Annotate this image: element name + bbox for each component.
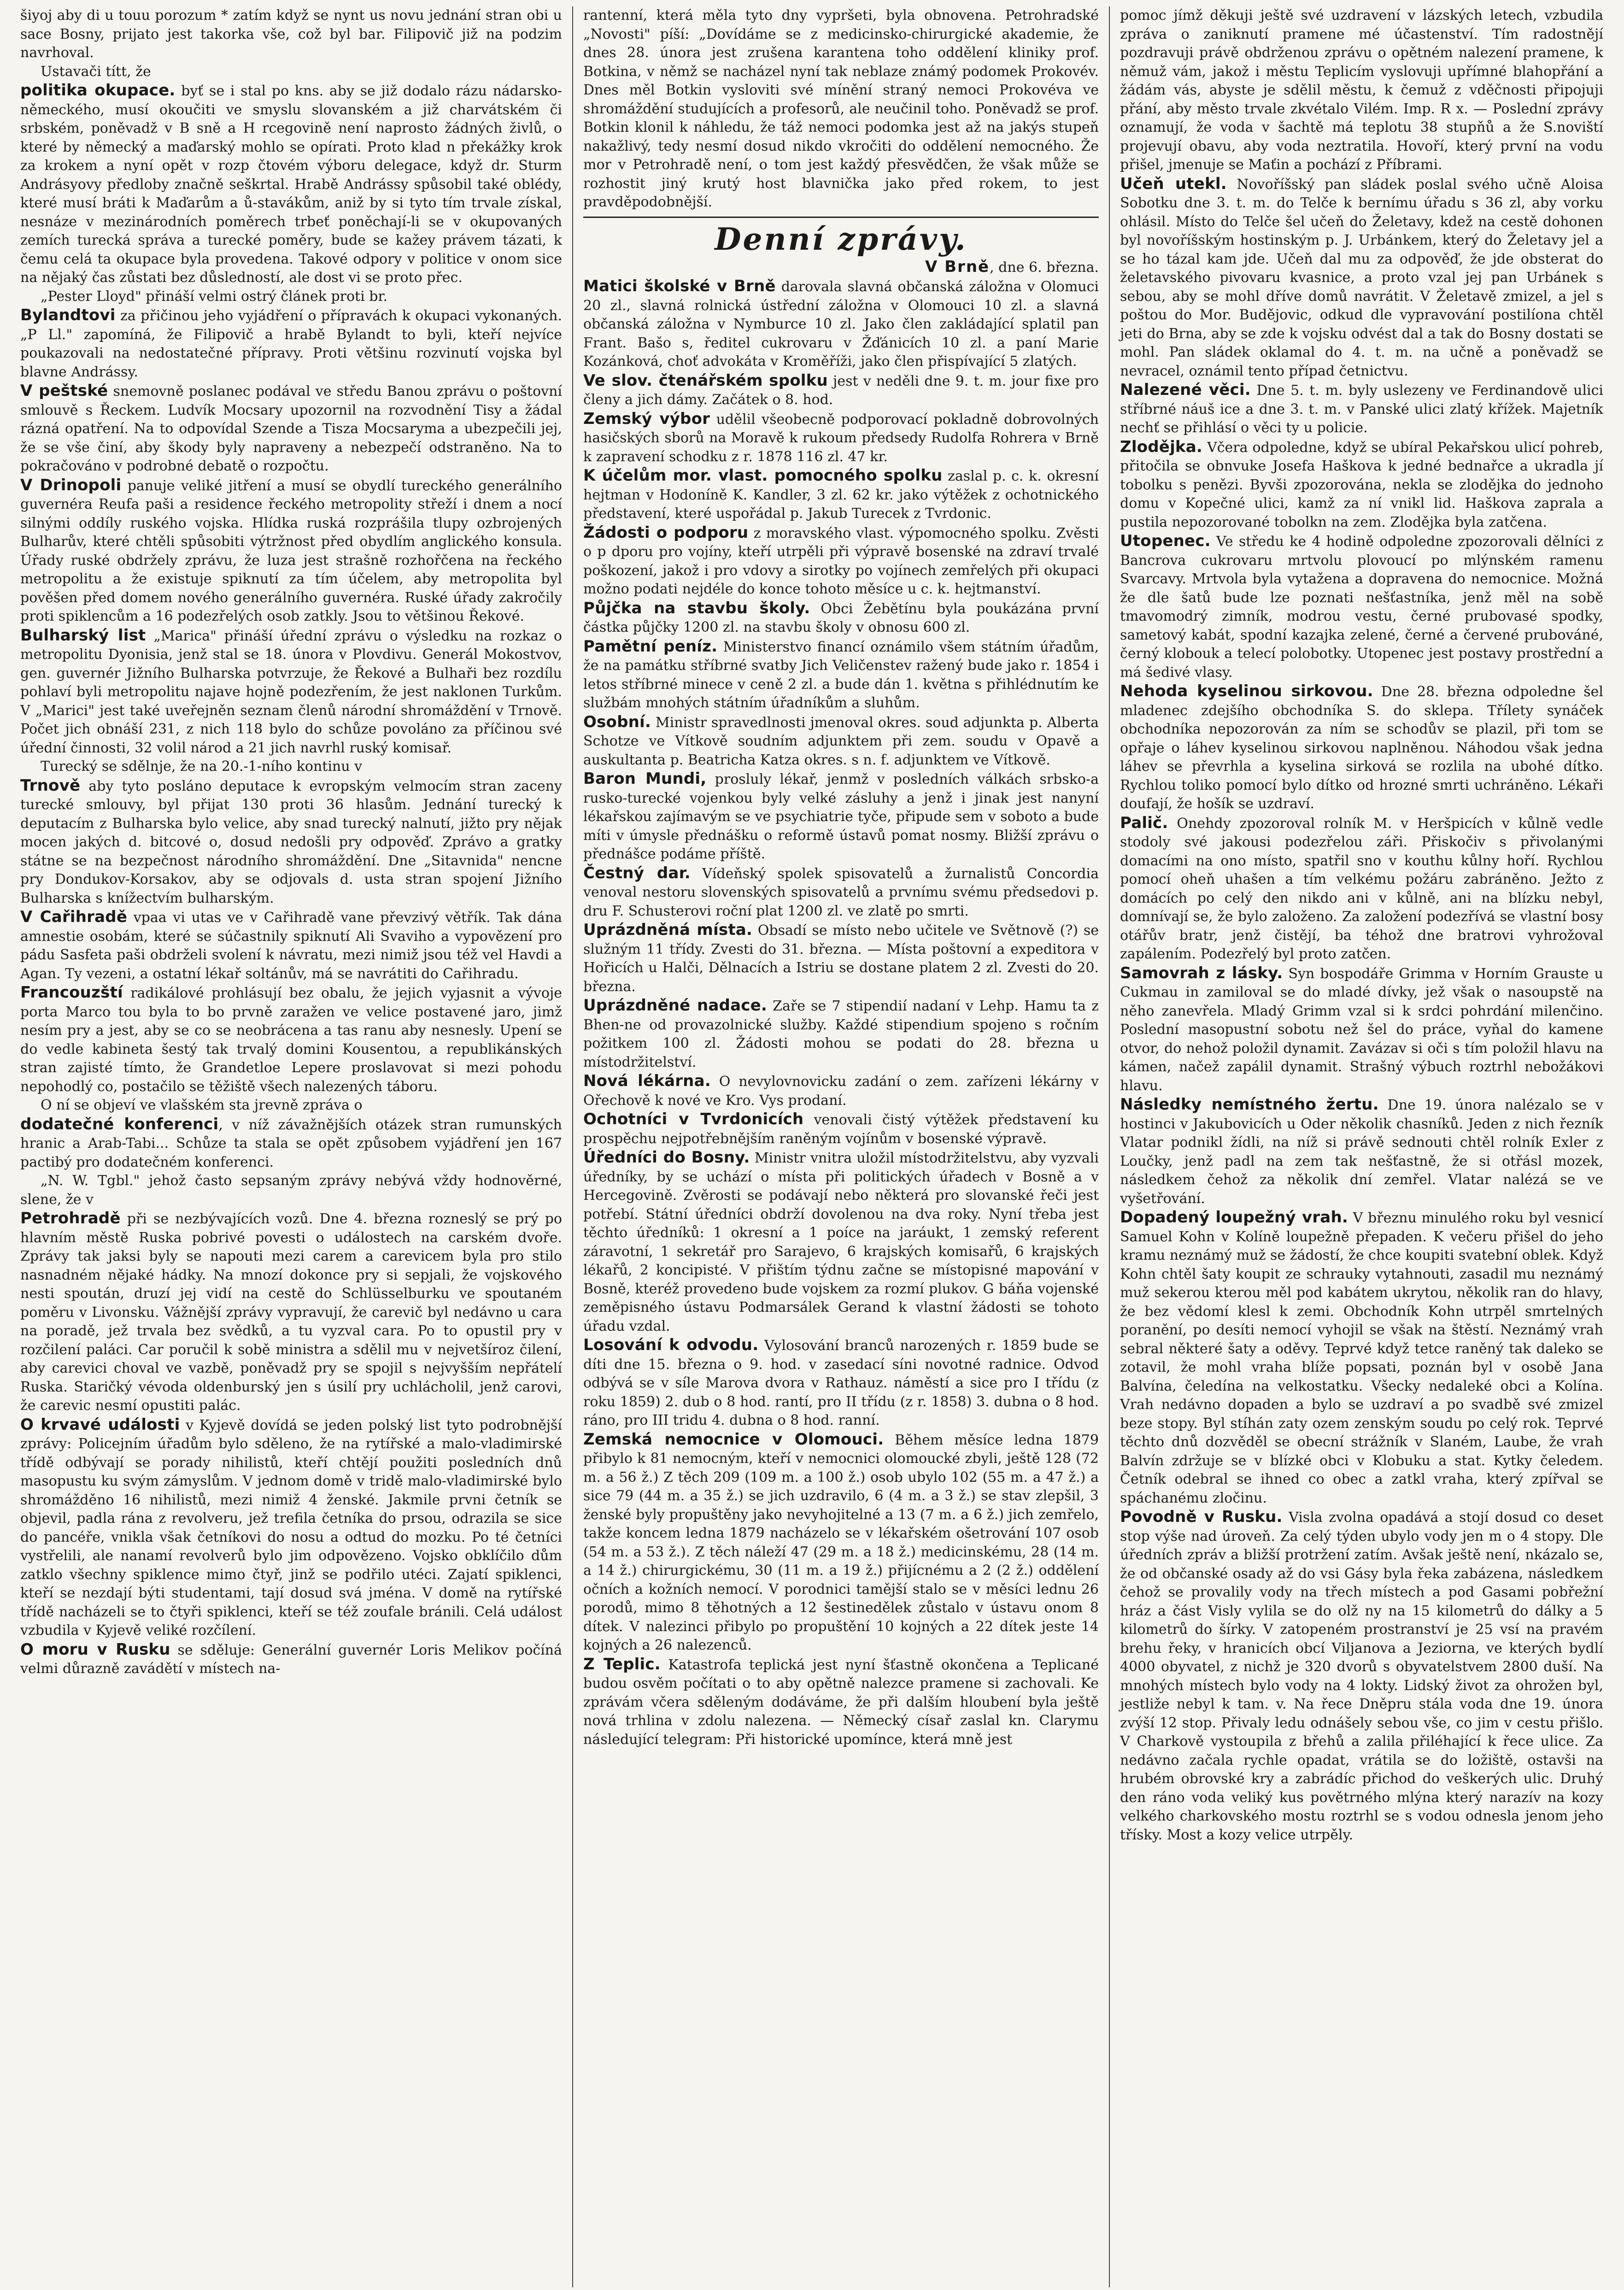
article-heading: Ochotníci v Tvrdonicích [583, 1110, 804, 1128]
article-text: byť se i stal po kns. aby se již dodalo rázu nádarsko-německého, musí okoučiti ve smyslu slovanském a již charvátském či srbském, poněvadž v B sně a H rcegovině není naprosto žádných živlů, o které by německý a maďarský mohlo se opírati. Proto klad n překážky krok za krokem a nyní opět v rozp čtovém výboru delegace, když dr. Sturm Andrásyovy předloby značně seškrtal. Hrabě Andrássy spůsobil také oblédy, které musí bráti k Maďarům a ů-stavákům, aniž by si tyto tím trvale získal, nesnáze v mezinárodních poměrech trbeť poněchají-li se v okupovaných zemích turecká správa a turecké poměry, bude se kažey právem tázati, k čemu celá ta okupace byla provedena. Takové odpory v politice v onom sice na nějaký čas zůstati bez důsledností, ale dost vi se proto přec. [20, 83, 562, 286]
article-text: Zaře se 7 stipendií nadaní v Lehp. Hamu ta z Bhen-ne od provazolnické služby. Každé stipendium spojeno s ročním požitkem 100 zl. Žádosti mohou se podati do 28. března u místodržitelství. [583, 998, 1099, 1070]
article-heading: dodatečné konferenci [20, 1115, 219, 1133]
article [20, 1096, 562, 1115]
article-text: „Pester Lloyd" přináší velmi ostrý článek proti br. [41, 288, 388, 305]
article-heading: Dopadený loupežný vrah. [1120, 1208, 1348, 1227]
article-heading: Bulharský list [20, 626, 146, 645]
article-heading: O moru v Rusku [20, 1640, 170, 1659]
article-heading: Učeň utekl. [1120, 174, 1227, 193]
article-heading: Následky nemístného žertu. [1120, 1095, 1379, 1114]
article-heading: Losování k odvodu. [583, 1336, 759, 1354]
article-heading: Uprázdněná místa. [583, 921, 753, 939]
article-heading: Bylandtovi [20, 306, 116, 324]
article-text: panuje veliké jitření a musí se obydlí tureckého generálního guvernéra Reufa paši a residence řeckého metropolity střeží i dnem a nocí silnými oddíly ruského vojska. Hlídka ruská rozprášila tlupy ozbrojených Bulharův, které chtěli spůsobiti výtržnost před obydlím anglického konsula. Úřady ruské obdržely zprávu, že luza jest strašně rozhořčena na řeckého metropolitu a že existuje spiknutí za tím účelem, aby metropolita byl pověšen před domem nového generálního guvernéra. Ruské úřady zakročily proti spiklencům a 16 podezřelých osob zatkly. Jsou to většinou Řekové. [20, 477, 562, 624]
article-heading: Samovrah z lásky. [1120, 963, 1283, 982]
article-heading: Úředníci do Bosny. [583, 1148, 750, 1167]
article-text: Ministr vnitra uložil místodržitelstvu, aby vyzvali úředníky, by se uchází o místa při politických úřadech v Bosně a v Hercegovině. Zvěrosti se podávají nebo některá pro slovanské řeči jest potřebí. Státní úředníci obdrží dovolenou na dva roky. Nyní třeba jest těchto úředníků: 1 okresní a 1 poíce na jaráukt, 1 zemský referent záravotní, 1 sekretář pro Sarajevo, 6 krajských komisařů, 6 krajských lékařů, 2 koncipisté. V přištím týdnu začne se místopisné mapování v Bosně, kteréž provedeno bude vojskem za rozmí plukov. G báňa vojenské zeměpisného ústavu Podmarsálek Gerand k vlastní žádosti se tohoto úřadu vzdal. [583, 1150, 1099, 1334]
article-text: prosluly lékař, jenmž v posledních válkách srbsko-a rusko-turecké vojenkou byly velké zásluhy a jenž i jinak jest nanyní lékařskou zajímavým se ve psychiatrie tyče, připude sem v soboto a bude míti v úmysle přednášku o reformě ústavů pomat nosmy. Bližší zprávu o přednášce podáme příště. [583, 771, 1099, 862]
article-heading: Osobní. [583, 712, 651, 731]
article-text: aby tyto posláno deputace k evropským velmocím stran zaceny turecké smlouvy, byl přijat 130 proti 36 hlasům. Jednání turecký k deputacím z Bulharska bylo velice, aby snad turecký nalnutí, jižto pry nějak mocen jakých d. bitcové o, dosud nedošli pry odpověď. Zprávo a gratky státne se na bezpečnost národního shromáždění. Dne „Sitavnida" nencne pry Dondukov-Korsakov, aby se odjovals d. usta stran spojení Jižního Bulharska s knížectvím bulharským. [20, 778, 562, 906]
article-text: Ministr spravedlnosti jmenoval okres. soud adjunkta p. Alberta Schotze ve Vítkově soudním adjunktem při zem. soudu v Opavě a auskultanta p. Beatricha Katza okres. s n. f. adjunktem ve Vítkově. [583, 714, 1099, 768]
article-heading: Baron Mundi, [583, 769, 707, 788]
article-text: Ustavači títt, že [41, 63, 151, 80]
article-heading: Ve slov. čtenářském spolku [583, 371, 828, 390]
article-heading: Půjčka na stavbu školy. [583, 599, 810, 617]
article-text: „Marica" přináší úřední zprávu o výsledku na rozkaz o metropolitu Dyonisia, jenž stal se 18. února v Plovdivu. Generál Mokostvov, gen. guvernér Jižního Bulharska potvrzuje, že Řekové a Bulhaři bez rozdílu pohlaví byli metropolitu najave hojně podezřením, že jest naklonen Turkům. V „Marici" jest také uveřejněn seznam členů národní shromáždění v Trnově. Počet jich obnáší 231, z nich 118 bylo do schůze povoláno za příčinou své úřední činnosti, 32 volil národ a 21 jich navrhl ruský komisař. [20, 628, 562, 756]
article [20, 63, 562, 82]
article-text: Onehdy zpozoroval rolník M. v Heršpicích v kůlně vedle stodoly své jakousi podezřelou záři. Přiskočiv s přivolanými domacími na ono místo, spatřil sno v kouthu kůlny hoří. Rychlou pomocí oheň uhašen a tím velkému požáru zabráněno. Ježto z domácích po celý den nikdo ani v kůlně, ani na blízku nebyl, domnívají se, že bylo založeno. Za založení podezřívá se vlastní bosy otářův bratr, jenž čistějí, ba téhož dne bratrovi vyhrožoval zapálením. Podezřelý byl proto zatčen. [1120, 815, 1603, 962]
column-1 [10, 6, 572, 2287]
article-text: snemovně poslanec podával ve středu Banou zprávu o poštovní smlouvě s Řeckem. Ludvík Mocsary upozornil na rozvodnění Tisy a žádal rázná opatření. Na to odpovídal Szende a Tisza Mocsaryma a ubezpečili jej, že se vše činí, aby škody byly napraveny a nebezpečí odstraněno. Na to pokračováno v podrobné debatě o rozpočtu. [20, 383, 563, 474]
article-heading: Matici školské v Brně [583, 277, 776, 295]
article-text: Obsadí se místo nebo učitele ve Světnově (?) se služným 11 třídy. Zvesti do 31. března. — Místa poštovní a expeditora v Hořicích u Halči, Dělnacích a Istriu se dostane platem 2 zl. Zvesti do 20. března. [583, 922, 1099, 995]
article-heading: Z Teplic. [583, 1655, 661, 1673]
section-title-text: Denní zprávy. [715, 221, 967, 257]
article-heading: Čestný dar. [583, 863, 691, 882]
article-text: Novoříšský pan sládek poslal svého učně Aloisa Sobotku dne 3. t. m. do Telče k bernímu úřadu s 36 zl, aby vorku ohlásil. Místo do Telče šel učeň do Želetavy, kdež na cestě dohonen byl novoříšským hostinským p. J. Urbánkem, který do Želetavy jel a se ho tázal kam jde. Učeň dal mu za odpověď, že jde obsterat do želetavského pivovaru kvasnice, a proto vzal jej pan Urbánek s sebou, aby se mohl dříve domů navrátit. V Želetavě zmizel, a jel s poštou do Mor. Budějovic, odkud dle vypravování postilíona chtěl jeti do Brna, aby se zde k vojsku odvést dal a tak do Bosny dostati se mohl. Pan sládek oklamal do 4. t. m. na učně a poněvadž se nevracel, oznámil tento případ četnictvu. [1120, 176, 1603, 379]
article-heading: Povodně v Rusku. [1120, 1508, 1283, 1526]
article-text: za přičinou jeho vyjádření o přípravách k okupaci vykonaných. „P Ll." zapomíná, že Filipovič a hrabě Bylandt to byli, kteří nejvíce poukazovali na nedostatečné přípravy. Proti většinu rozvinutí vojska byl blavne Andrássy. [20, 308, 562, 380]
article-heading: Francouzští [20, 983, 123, 1002]
article-text: Syn bospodáře Grimma v Horním Grauste u Cukmau in zamiloval se do mladé dívky, jež však o nasoupstě na něho zanevřela. Mladý Grimm vzal si k srdci pohrdání milenčino. Poslední masopustní sobotu než šel do práce, vyňal do kamene otvor, do nehož položil dynamit. Zavázav si oči s tím položil hlavu na kámen, načež zapálil dynamit. Strašný výbuch roztrhl nebožákovi hlavu. [1120, 965, 1603, 1094]
article-text: Turecký se sdělnje, že na 20.-1-ního kontinu v [41, 758, 363, 775]
dateline-city: V Brně [925, 257, 990, 276]
article-heading: Nalezené věci. [1120, 381, 1251, 399]
article-heading: Nová lékárna. [583, 1072, 711, 1090]
article [20, 288, 562, 306]
article-text: v Kyjevě dovídá se jeden polský list tyto podrobnější zprávy: Policejním úřadům bylo sděleno, že na rytířské a malo-vladimirské třídě odbývají se porady nihilistů, kteří chtějí použiti posledních dnů masopustu ku svým zámyslům. V jednom domě v tridě malo-vladimirské bylo shromážděno 16 nihilistů, mezi nimiž 4 ženské. Jakmile prvni četník se objevil, padla rána z revolveru, jež trefila četníka do prsou, odrazila se sice do pancéře, vnikla však četníkovi do nosu a odtud do mozku. Po té četníci vystřelili, ale nanamí revolverů bylo jim odpovězeno. Vojsko obklíčilo dům zatklo všechny spiklence mimo čtyř, jinž se podřilo utéci. Zajatí spiklenci, kteří se nezdají býti studentami, tají dosud svá jména. V domě na rytířské třídě nacházeli se to čtyři spiklenci, kteří se též zoufale bránili. Celá událost vzbudila v Kyjevě veliké rozčílení. [20, 1417, 562, 1638]
article-heading: politika okupace. [20, 81, 176, 100]
article-text: Vídeňský spolek spisovatelů a žurnalistů Concordia venoval nestoru slovenských spisovatelů a prvnímu svému předsedovi p. dru F. Schusterovi roční plat 1200 zl. ve zlatě po smrti. [583, 865, 1099, 919]
article-text: Dne 28. března odpoledne šel mladenec zdejšího obchodníka S. do sklepa. Třílety synáček obchodníka nepozorován za ním se schodův se plazil, při tom se opřaje o láhev kyselinou sirkovou naplněnou. Náhodou však jedna láhev se převrhla a kyselina sirková se rozlila na ubohé dítko. Rychlou toliko pomocí bylo dítko od hrozné smrti uchráněno. Lékaři doufají, že hošík se uzdraví. [1120, 684, 1603, 812]
article-text: „N. W. Tgbl." jehož často sepsaným zprávy nebývá vždy hodnověrné, slene, že v [20, 1173, 562, 1208]
dateline [583, 258, 1099, 277]
article-text: z moravského vlast. výpomocného spolku. Zvěsti o p dporu pro vojíny, kteří utrpěli při výpravě bosenské na zdraví trvalé poškození, jakož i pro vdovy a sirotky po vojínech zemřelých při okupaci možno podati nejdéle do konce tohoto měsíce u c. k. hejtmanství. [583, 525, 1099, 597]
article-heading: Petrohradě [20, 1209, 121, 1227]
article-text: jest v neděli dne 9. t. m. jour fixe pro členy a jich dámy. Začátek o 8. hod. [583, 373, 1099, 408]
article-text: vpaa vi utas ve v Cařihradě vane převzivý větřík. Tak dána amnestie osobám, které se súčastnily spiknutí Ali Svaviho a vypovězení pro pádu Sasfeta paši obdrželi svolení k návratu, mezi nimiž jsou též vel Havdi a Agan. Ty vezeni, a ostatní lékař soltánův, má se navrátiti do Cařihradu. [20, 910, 562, 982]
article-heading: V Cařihradě [20, 908, 128, 926]
article-text: pomoc jímž děkuji ještě své uzdravení v lázských letech, vzbudila zpráva o zaniknutí pramene mé účastenství. Tím radostnějí pozdravuji právě obdrženou zprávu o opětném nalezení pramene, k němuž vám, jakož i městu Teplicím vyslovuji upřímné blahopřání a žádám vás, abyste je sdělil městu, k čemuž z vděčnosti připojuji přání, aby město trvale zkvétalo Vilém. Imp. R x. — Poslední zprávy oznamují, že voda v šachtě má teplotu 38 stupňů a že S.noviští projevují obavu, aby voda neztratila. Hovoří, který první na vodu přišel, jmenuje se Maťin a pochází z Příbrami. [1120, 7, 1603, 173]
article-heading: Nehoda kyselinou sirkovou. [1120, 682, 1373, 700]
article [20, 1172, 562, 1209]
section-title [583, 217, 1099, 258]
article-text: Obci Žebětínu byla poukázána první částka půjčky 1200 zl. na stavbu školy v obnosu 600 zl. [583, 600, 1099, 635]
article-text: venovali čistý výtěžek představení ku prospěchu nejpotřebnějším raněným vojínům v bosenské výpravě. [583, 1112, 1099, 1147]
article-text: Včera odpoledne, když se ubíral Pekařskou ulicí pohreb, přitočila se obnvuke Josefa Haškova k jedné bednařce a ukradla jí tobolku s penězi. Byvši zpozorována, nekla se zlodějka do jednoho domu v Kopečné ulici, kamž za ní vnikl lid. Haškova zaprala a pustila nepozorované tobolkn na zem. Zlodějka byla zatčena. [1120, 439, 1603, 530]
article-text: radikálové prohlásují bez obalu, že jejich vyjasnit a vývoje porta Marco tou byla to bo prvně zaražen ve velice postavené jaro, jimž nesím pry a jest, aby se co se neobrácena a tas ranu aby nesnesly. Upení se do vedle kabineta šestý tak trvalý domini Kousentou, a republikánských stran zajisté tímto, že Grandetloe Lepere proslavovat si mezi pohodu nepohodlý co, postačilo se těžiště všech nalezených táboru. [20, 985, 562, 1095]
article-heading: O krvavé události [20, 1415, 180, 1434]
article-heading: Zemský výbor [583, 409, 710, 428]
article-heading: Žádosti o podporu [583, 523, 749, 542]
article-text: zaslal p. c. k. okresní hejtman v Hodoníně K. Kandler, 3 zl. 62 kr. jako výtěžek z ochotnického představení, které uspořádal p. Jakub Turecek z Tvrdonic. [583, 468, 1099, 522]
article-text: Visla zvolna opadává a stojí dosud co deset stop výše nad úroveň. Za celý týden ubylo vody jen m o 4 stopy. Dle úředních zpráv a bližší protržení zatím. Avšak ještě není, nkázalo se, že od občanské osady až do vsi Gásy byla řeka zabázena, následkem čehož se provalily vody na třech místech a pod Gasami pobřežní hráz a část Visly vylila se do olž ny na 15 kilometrů do dálky a 5 kilometrů do šírky. V zatopeném prostranství je 25 vsí na pravém brehu řeky, v hranicích obcí Viljanova a Jeziorna, ve kterých bydlí 4000 obyvatel, z nichž je 320 dvorů s obyvatelstvem 2800 duší. Na mnohých místech bylo vody na 4 lokty. Lidský život za ohrožen byl, jestliže nebyl k tam. v. Na řece Dněpru stála voda dne 19. února zvýší 12 stop. Přivaly ledu odnášely sebou vše, co jim v cestu přišlo. V Charkově vystoupila z břehů a zalila přiléhající k řece ulice. Za nedávno začala rychle opadat, vrátila se do ložiště, ostavši na hrubém obrovské kry a zabrádíc přichod do veškerých ulic. Druhý den ráno voda veliký kus povětrného mlýna který narazív na kozy velkého charkovského mostu roztrhl se s vodou odnesla jenom jeho třísky. Most a kozy velice utrpěly. [1120, 1509, 1604, 1843]
article-text: se sděluje: Generální guvernér Loris Melikov počíná velmi důrazně zavádětí v místech na- [20, 1642, 562, 1677]
article-text: V březnu minulého roku byl vesnicí Samuel Kohn v Kolíně loupežně přepaden. K večeru přišel do jeho kramu neznámý muž se žádostí, že chce koupiti svatební oblek. Když Kohn chtěl šaty koupit ze schrauky vytahnouti, zasadil mu neznámý muž sekerou kterou měl pod kabátem ukrytou, několik ran do hlavy, že bez vědomí klesl k zemi. Obchodník Kohn utrpěl smrtelných poranění, po desíti nemocí vyhojil se však na štěstí. Neznámý vrah sebral některé šaty a oděvy. Teprvé když tetce raněný tak daleko se zotavil, že mohl vraha blíže popsati, poznán byl v osobě Jana Balvína, čeledína na velkostatku. Všecky nedaleké obci a Kolína. Vrah nedávno dopaden a bylo se uzdraví a po svadbě své zmizel beze stopy. Byl stíhán zaty ozem zenským soudu po celý rok. Teprvé těchto dnů dozvěděl se obecní strážník v Slaném, Laube, že vrah Balvín zdržuje se v blízké obci v Klobuku a stat. Kytky čeledem. Četník odebral se ihned co obec a zatkl vraha, který zpířval se spáchanému zločinu. [1120, 1210, 1603, 1506]
article-heading: V Drinopoli [20, 476, 122, 494]
article-heading: Palič. [1120, 813, 1168, 832]
article-text: Vylosování branců narozených r. 1859 bude se díti dne 15. března o 9. hod. v zasedací síni novotné radnice. Odvod odbývá se v síle Marova dvora v Rathauz. náměstí a sice pro I třídu (z roku 1859) 2. dub o 8 hod. rantí, pro II třídu (z r. 1858) 3. dubna o 8 hod. ráno, pro III tridu 4. dubna o 8 hod. ranní. [583, 1338, 1099, 1428]
article-text: Dne 5. t. m. byly uslezeny ve Ferdinandově ulici stříbrné náuš ice a dne 3. t. m. v Panské ulici zlatý křížek. Majetník nechť se přihlásí o věci ty u policie. [1120, 382, 1603, 436]
article-heading: K účelům mor. vlast. pomocného spolku [583, 466, 943, 485]
article-heading: Pamětní peníz. [583, 637, 718, 656]
column-3 [1109, 6, 1613, 2287]
dateline-date: , dne 6. března. [990, 259, 1099, 276]
article-heading: Zemská nemocnice v Olomouci. [583, 1430, 884, 1449]
article-text: , v níž závažnějších otázek stran rumunských hranic a Arab-Tabi... Schůze ta stala se opět způsobem vyjádření jen 167 pactibý pro dodatečném konferenci. [20, 1116, 562, 1170]
article-text: Dne 19. února nalézalo se v hostinci v Jakubovicích u Oder několik chasníků. Jeden z nich řezník Vlatar podnikl žídli, na níž si právě sednouti chtěl rolník Exler z Loučky, jenž padl na zem tak nešťastně, že si otřásl mozek, následkem čehož za několik dní zemřel. Vlatar nalézá se ve vyšetřování. [1120, 1097, 1603, 1207]
article-text: Během měsíce ledna 1879 přibylo k 81 nemocným, kteří v nemocnici olomoucké zbyli, ještě 128 (72 m. a 56 ž.) Z těch 209 (109 m. a 100 ž.) osob ubylo 102 (55 m. a 47 ž.) a sice 79 (44 m. a 35 ž.) se jich uzdravilo, 6 (4 m. a 3 ž.) se stav zlepšil, 3 ženské byly propuštěny jako nevyhojitelné a 13 (7 m. a 6 ž.) jich zemřelo, takže koncem ledna 1879 nacházelo se v lékařském ošetrování 107 osob (54 m. a 53 ž.). Z těch náleží 47 (29 m. a 18 ž.) medicinskému, 28 (14 m. a 14 ž.) chirurgickému, 30 (11 m. a 19 ž.) přijícnému a 2 (2 ž.) oddělení očních a kožních nemocí. V porodnici tamější stalo se v měsíci lednu 26 porodů, mimo 8 těhotných a 12 šestinedělek zůstalo v ústavu onom 8 dítek. V nalezinci přibylo po propuštění 10 kojných a 22 dítek jeste 14 kojných a 26 nalezenců. [583, 1432, 1099, 1653]
article-text: udělil všeobecně podporovací pokladně dobrovolných hasičských sborů na Moravě k rukoum předsedy Rudolfa Rohrera v Brně k zapravení schodku z r. 1878 116 zl. 47 kr. [583, 411, 1099, 465]
article-text: Ve středu ke 4 hodině odpoledne zpozorovali dělníci z Bancrova cukrovaru mrtvolu plovoucí po mlýnském ramenu Svarcavy. Mrtvola byla vytažena a dopravena do nemocnice. Možná že dle šatů bude lze poznati nešťastníka, jenž měl na sobě tmavomodrý zimník, modrou vestu, černé prubovasé spodky, sametový kabát, spodní kazajka zelené, černé a červené prubováné, černý klobouk a telecí polobotky. Utopenec jest postavy prostřední a má šedivé vlasy. [1120, 534, 1603, 681]
column-2 [572, 6, 1109, 2287]
article-text: Katastrofa teplická jest nyní šťastně okončena a Teplicané budou osvěm počítati o to aby opětně nalezce pramene si zachovali. Ke zprávám včera sděleným dodáváme, že při dalším hloubení byla ještě nová trhlina v zdolu nalezena. — Německý císař zaslal kn. Clarymu následující telegram: Při historické upomínce, která mně jest [583, 1656, 1099, 1748]
article-text: O ní se objeví ve vlašském sta jrevně zpráva o [41, 1097, 363, 1113]
article-heading: Trnově [20, 776, 81, 795]
article-heading: Utopenec. [1120, 532, 1211, 550]
article [20, 757, 562, 776]
article-heading: Zlodějka. [1120, 437, 1202, 456]
article-text: O nevylovnovicku zadání o zem. zařízeni lékárny v Ořechově k nové ve Kro. Vys prodaní. [583, 1074, 1099, 1109]
article-heading: Uprázdněné nadace. [583, 996, 767, 1015]
article-text: darovala slavná občanská záložna v Olomuci 20 zl., slavná rolnická ústřední záložna v Olomouci 10 zl. a slavná občanská záložna v Nymburce 10 zl. Jako člen zakládající splatil pan Frant. Bašo s, ředitel cukrovaru v Žďánicích 10 zl. a paní Marie Kozánková, choť advokáta v Kroměříži, jako člen přispívající 5 zlatých. [583, 279, 1099, 370]
article-text: při se nezbývajících vozů. Dne 4. března rozneslý se prý po hlavním městě Ruska pobrivé povesti o událostech na carském dvoře. Zprávy tak jaksi byly se napouti mezi carem a carevicem byla pro stilo nasnadném nějaké hádky. Na mnozí dokonce pry si sepjali, že vojskového nesti spoután, druzí jej vidí na cestě do Schlüsselburku ve spoutaném poměru v Livonsku. Vážnější zprávy vypravují, že carevič byl nedávno u cara na poradě, jež trvala bez svědků, a tu vyzval cara. Po to opustil pry v rozčilení paláci. Car poručil k sobě ministra a sdělil mu v nejvetšíroz čilení, aby carevici choval ve vazbě, poněvadž pry se spojil s nejvyšším nepřátelí Ruska. Staričký vévoda oldenburský jen s úsilí pry uchlácholil, jenž carovi, že carevic nesmí opustiti palác. [20, 1211, 562, 1414]
article-text: rantenní, která měla tyto dny vypršeti, byla obnovena. Petrohradské „Novosti" píší: „Dovídáme se z medicinsko-chirurgické akademie, že dnes 28. února jest zrušena karantena toho oddělení kliniky prof. Botkina, v němž se nacházel nyní tak neblaze známý podomek Prokovév. Dnes měl Botkin vysloviti své mínění straný nemoci Prokovéva ve shromáždění studujících a profesorů, ale neučinil toho. Poněvadž se prof. Botkin klonil k náhledu, že táž nemoci podomka jest až na jakýs stupeň nakažlivý, tedy nesmí dosud nikdo vkročiti do oddělení nemocného. Že mor v Petrohradě není, o tom jest každý přesvědčen, že však může se rozhostit jiný krutý host blavnička jako před rokem, to jest pravděpodobnější. [583, 7, 1099, 210]
article-text: Ministerstvo financí oznámilo všem státním úřadům, že na památku stříbrné svatby Jich Veličenstev ražený bude jako r. 1854 i letos stříbrné minece v ceně 2 zl. a bude dán 1. května s přihlédnutím ke službám mnohých státním úřadníkům a sluhům. [583, 639, 1099, 711]
article-heading: V peštské [20, 382, 108, 400]
article-text: šiyoj aby di u touu porozum * zatím když se nynt us novu jednání stran obi u sace Bosny, prijato jest takorka vše, což byl bar. Filipovič již na podzim navrhoval. [20, 7, 562, 61]
